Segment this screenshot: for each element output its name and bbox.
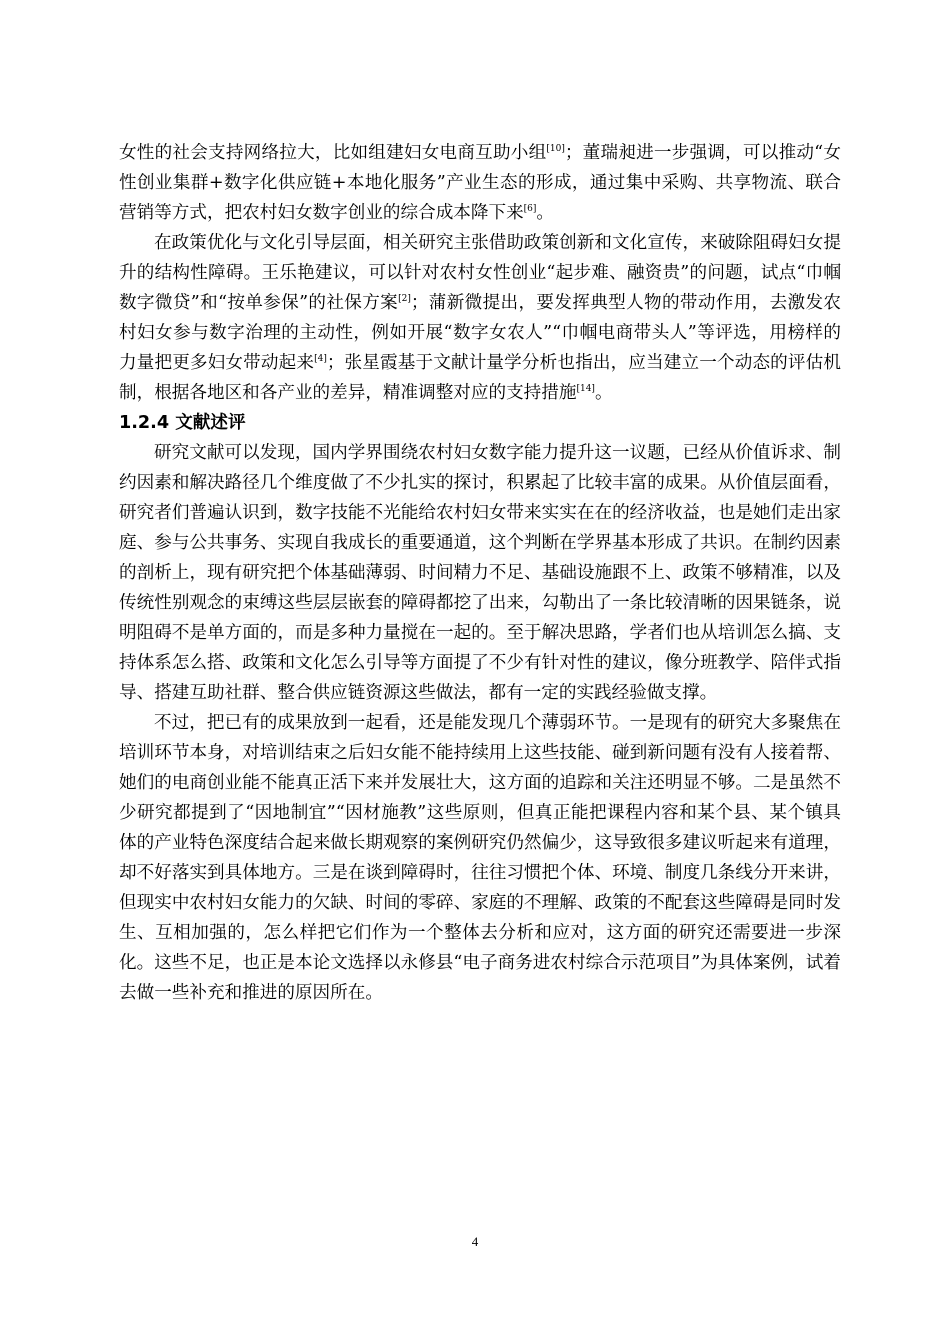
paragraph-continued: [119, 138, 841, 228]
citation-marker: [2]: [398, 294, 411, 305]
paragraph-text: ；董瑞昶进一步强调，可以推动“女性创业集群+数字化供应链+本地化服务”产业生态的形成，通过集中采购、共享物流、联合营销等方式，把农村妇女数字创业的综合成本降下来: [119, 143, 841, 223]
paragraph-text: 。: [594, 383, 613, 403]
citation-marker: [14]: [576, 384, 595, 395]
paragraph-text: 女性的社会支持网络拉大，比如组建妇女电商互助小组: [119, 143, 547, 163]
paragraph-weaknesses: 不过，把已有的成果放到一起看，还是能发现几个薄弱环节。一是现有的研究大多聚焦在培训环节本身，对培训结束之后妇女能不能持续用上这些技能、碰到新问题有没有人接着帮、她们的电商创业能不能真正活下来并发展壮大，这方面的追踪和关注还明显不够。二是虽然不少研究都提到了“因地制宜”“因材施教”这些原则，但真正能把课程内容和某个县、某个镇具体的产业特色深度结合起来做长期观察的案例研究仍然偏少，这导致很多建议听起来有道理，却不好落实到具体地方。三是在谈到障碍时，往往习惯把个体、环境、制度几条线分开来讲，但现实中农村妇女能力的欠缺、时间的零碎、家庭的不理解、政策的不配套这些障碍是同时发生、互相加强的，怎么样把它们作为一个整体去分析和应对，这方面的研究还需要进一步深化。这些不足，也正是本论文选择以永修县“电子商务进农村综合示范项目”为具体案例，试着去做一些补充和推进的原因所在。: [119, 713, 841, 1003]
paragraph-text: 在政策优化与文化引导层面，相关研究主张借助政策创新和文化宣传，来破除阻碍妇女提升的结构性障碍。王乐艳建议，可以针对农村女性创业“起步难、融资贵”的问题，试点“巾帼数字微贷”和“按单参保”的社保方案: [119, 233, 841, 313]
paragraph-text: 。: [536, 203, 555, 223]
citation-marker: [6]: [523, 204, 537, 215]
section-heading: 1.2.4 文献述评: [119, 413, 246, 433]
citation-marker: [4]: [314, 354, 327, 365]
document-body: [119, 138, 841, 1008]
citation-marker: [10]: [546, 144, 565, 155]
paragraph-literature-review: 研究文献可以发现，国内学界围绕农村妇女数字能力提升这一议题，已经从价值诉求、制约因素和解决路径几个维度做了不少扎实的探讨，积累起了比较丰富的成果。从价值层面看，研究者们普遍认识到，数字技能不光能给农村妇女带来实实在在的经济收益，也是她们走出家庭、参与公共事务、实现自我成长的重要通道，这个判断在学界基本形成了共识。在制约因素的剖析上，现有研究把个体基础薄弱、时间精力不足、基础设施跟不上、政策不够精准，以及传统性别观念的束缚这些层层嵌套的障碍都挖了出来，勾勒出了一条比较清晰的因果链条，说明阻碍不是单方面的，而是多种力量搅在一起的。至于解决思路，学者们也从培训怎么搞、支持体系怎么搭、政策和文化怎么引导等方面提了不少有针对性的建议，像分班教学、陪伴式指导、搭建互助社群、整合供应链资源这些做法，都有一定的实践经验做支撑。: [119, 443, 841, 703]
page-number: 4: [471, 1234, 479, 1249]
paragraph-policy-culture: [119, 228, 841, 408]
paragraph-text: ；蒲新微提出，要发挥典型人物的带动作用，去激发农村妇女参与数字治理的主动性，例如开展“数字女农人”“巾帼电商带头人”等评选，用榜样的力量把更多妇女带动起来: [119, 293, 841, 373]
paragraph-text: ；张星霞基于文献计量学分析也指出，应当建立一个动态的评估机制，根据各地区和各产业的差异，精准调整对应的支持措施: [119, 353, 841, 403]
